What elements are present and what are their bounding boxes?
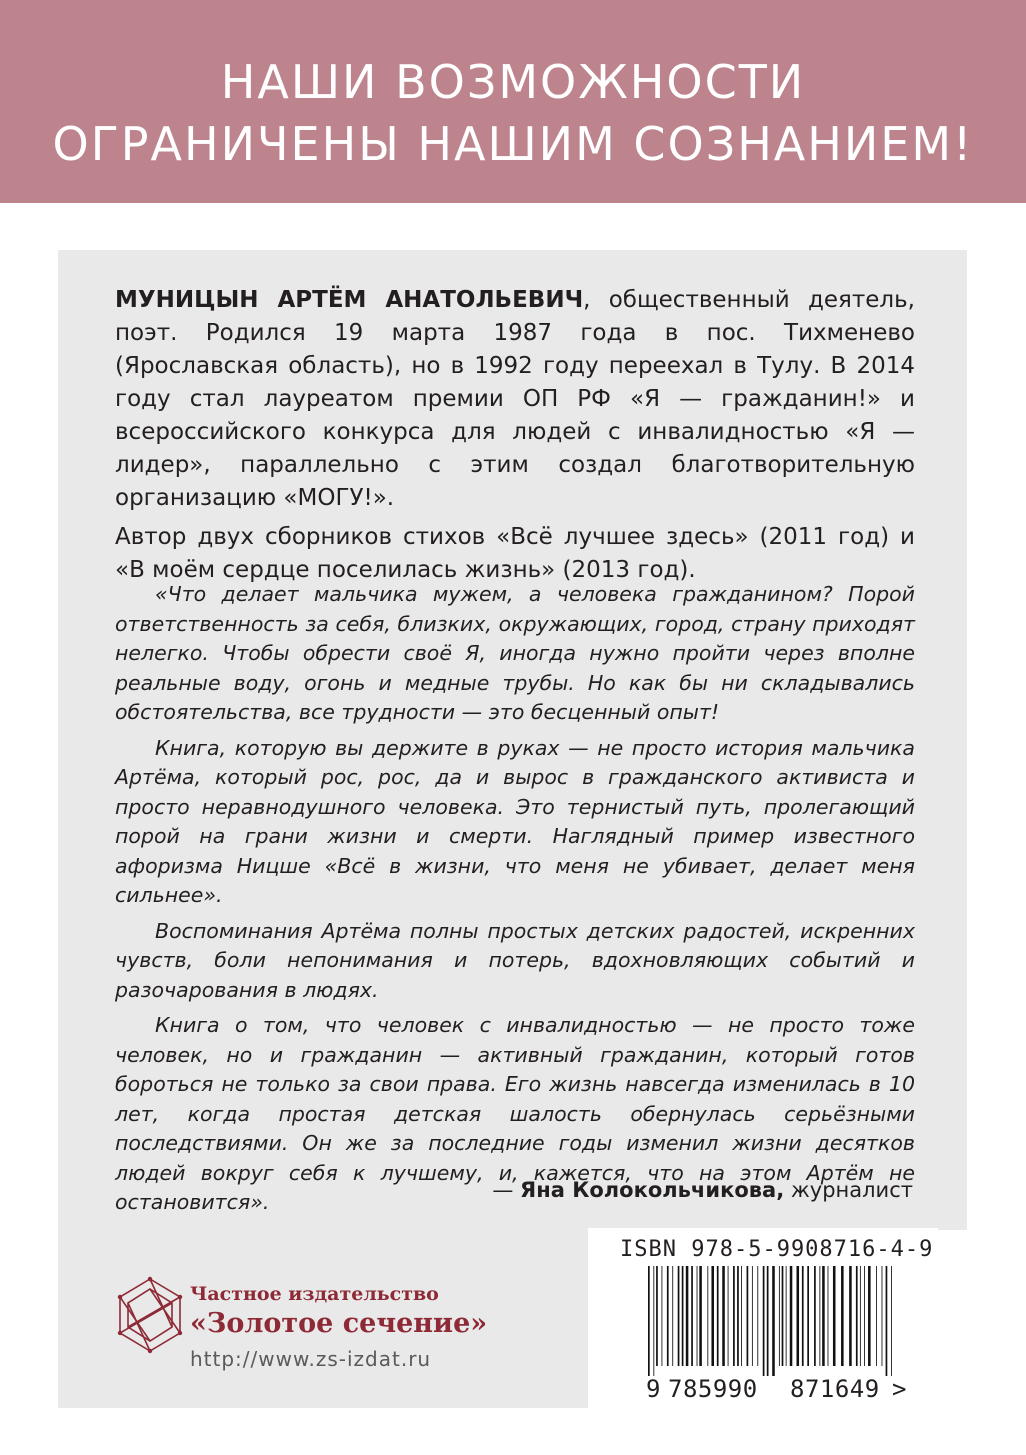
barcode-bar (822, 1266, 825, 1366)
barcode-bar (667, 1266, 669, 1366)
barcode-bar (790, 1266, 793, 1366)
barcode-bar (841, 1266, 844, 1366)
barcode-bar (711, 1266, 714, 1366)
barcode-bar (752, 1266, 753, 1366)
attribution-role: журналист (784, 1178, 913, 1202)
barcode-bar (686, 1266, 689, 1366)
bio-paragraph-1 (115, 284, 915, 515)
barcode-bar (741, 1266, 742, 1366)
quote-attribution (492, 1175, 913, 1205)
attribution-name: Яна Колокольчикова, (520, 1178, 785, 1202)
barcode-bar (763, 1266, 765, 1376)
ean-quiet-zone-marker: > (892, 1375, 907, 1403)
barcode-bar (849, 1266, 852, 1366)
barcode-bar (699, 1266, 702, 1366)
barcode-bar (833, 1266, 836, 1366)
barcode-bar (860, 1266, 861, 1366)
quote-paragraph: Книга, которую вы держите в руках — не просто история мальчика Артёма, который рос, рос, да и вырос в гражданского активиста и просто неравнодушного человека. Это тернистый путь, пролегающий порой на грани жизни и смерти. Наглядный пример известного афоризма Ницше «Всё в жизни, что меня не убивает, делает меня сильнее». (115, 735, 915, 907)
ean-first-digit: 9 (646, 1375, 661, 1403)
publisher-logo-icon (110, 1275, 190, 1355)
publisher-type: Частное издательство (190, 1283, 439, 1305)
barcode-bar (772, 1266, 775, 1376)
header-banner (0, 0, 1026, 203)
barcode-bar (653, 1266, 654, 1376)
barcode-bar (786, 1266, 787, 1366)
barcode-bar (747, 1266, 749, 1366)
barcode-bar (662, 1266, 663, 1366)
barcode-bar (856, 1266, 858, 1366)
author-name: МУНИЦЫН АРТЁМ АНАТОЛЬЕВИЧ (115, 287, 584, 313)
publisher-name: «Золотое сечение» (190, 1308, 488, 1339)
barcode-bar (678, 1266, 680, 1366)
barcode-bar (886, 1266, 888, 1376)
barcode-bar (882, 1266, 883, 1366)
barcode-bar (819, 1266, 820, 1366)
barcode-bar (682, 1266, 684, 1366)
barcode-bar (876, 1266, 877, 1366)
barcode-bar (864, 1266, 865, 1366)
barcode-bar (782, 1266, 784, 1366)
barcode-bar (672, 1266, 673, 1366)
barcode-bar (717, 1266, 719, 1366)
review-quote (115, 580, 915, 1224)
barcode-bar (722, 1266, 725, 1366)
attribution-dash: — (492, 1178, 521, 1202)
barcode-bar (891, 1266, 892, 1376)
barcode-bar (814, 1266, 816, 1366)
barcode-bar (828, 1266, 829, 1366)
bio-paragraph-1-text: , общественный деятель, поэт. Родился 19 марта 1987 года в пос. Тихменево (Ярославская область), но в 1992 году переехал в Тулу. В 2014 году стал лауреатом премии ОП РФ «Я — гражданин!» и всероссийского конкурса для людей с инвалидностью «Я — лидер», параллельно с этим создал благотворительную организацию «МОГУ!». (115, 287, 915, 511)
barcode-icon (640, 1266, 910, 1376)
barcode-bar (767, 1266, 769, 1376)
barcode-bar (656, 1266, 658, 1366)
ean-left-group: 785990 (668, 1375, 758, 1403)
barcode-bar (868, 1266, 871, 1366)
barcode-bar (802, 1266, 804, 1366)
banner-line-1: НАШИ ВОЗМОЖНОСТИ (220, 55, 806, 109)
quote-paragraph: Воспоминания Артёма полны простых детских радостей, искренних чувств, боли непонимания и потерь, вдохновляющих событий и разочарования в людях. (115, 918, 915, 1002)
banner-line-2: ОГРАНИЧЕНЫ НАШИМ СОЗНАНИЕМ! (52, 117, 974, 171)
author-bio (115, 284, 915, 593)
barcode-bar (807, 1266, 809, 1366)
barcode-bar (728, 1266, 729, 1366)
barcode-bar (648, 1266, 650, 1376)
isbn-number: ISBN 978-5-9908716-4-9 (620, 1237, 934, 1262)
ean-right-group: 871649 (790, 1375, 880, 1403)
publisher-url[interactable]: http://www.zs-izdat.ru (190, 1347, 432, 1371)
barcode-bar (779, 1266, 780, 1366)
barcode-bar (707, 1266, 708, 1366)
barcode-bar (697, 1266, 698, 1366)
barcode-bar (733, 1266, 735, 1366)
barcode-bar (691, 1266, 693, 1366)
quote-paragraph: Книга о том, что человек с инвалидностью — не просто тоже человек, но и гражданин — активный гражданин, который готов бороться не только за свои права. Его жизнь навсегда изменилась в 10 лет, когда простая детская шалость обернулась серьёзными последствиями. Он же за последние годы изменил жизни десятков людей вокруг себя к лучшему, и, кажется, что на этом Артём не остановится». (115, 1013, 915, 1214)
barcode-bar (737, 1266, 739, 1366)
quote-paragraph: «Что делает мальчика мужем, а человека гражданином? Порой ответственность за себя, близких, окружающих, город, страну приходят нелегко. Чтобы обрести своё Я, иногда нужно пройти через вполне реальные воду, огонь и медные трубы. Но как бы ни складывались обстоятельства, все трудности — это бесценный опыт! (115, 582, 915, 724)
barcode-bar (797, 1266, 800, 1366)
barcode-bar (757, 1266, 758, 1366)
bio-paragraph-2: Автор двух сборников стихов «Всё лучшее здесь» (2011 год) и «В моём сердце поселилась жизнь» (2013 год). (115, 524, 915, 583)
